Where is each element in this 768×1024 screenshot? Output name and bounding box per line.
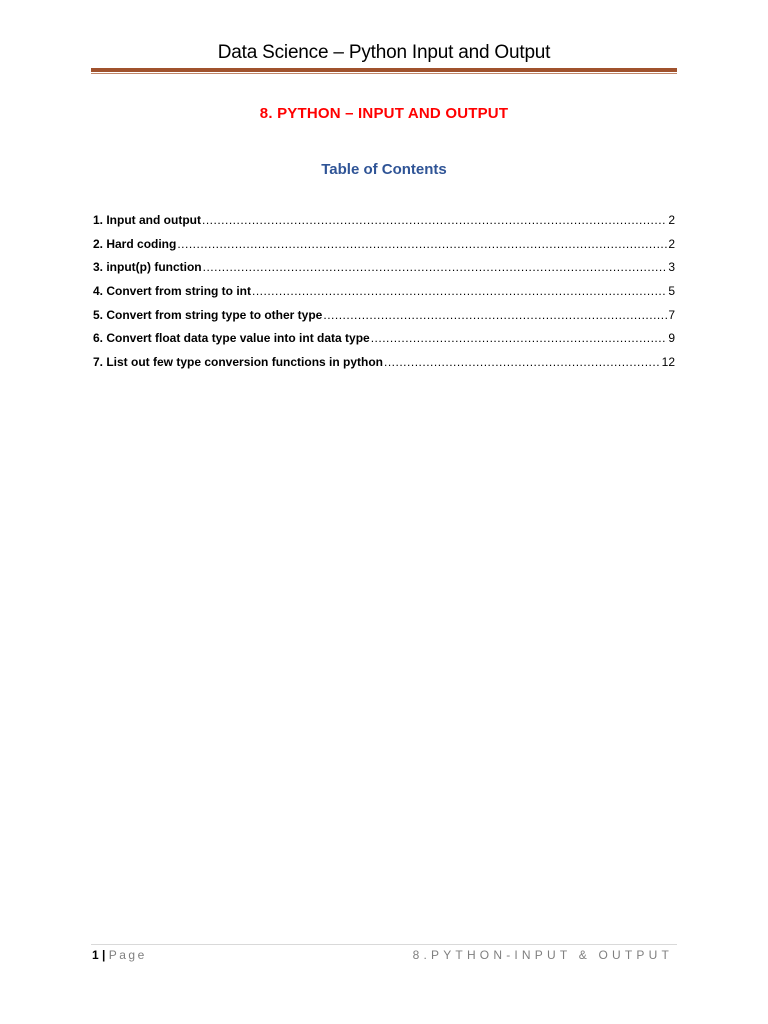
footer-page-number: 1 bbox=[92, 948, 99, 962]
toc-entry[interactable] bbox=[93, 308, 675, 332]
toc-entry-label: 2. Hard coding bbox=[93, 236, 177, 251]
toc-entry[interactable] bbox=[93, 331, 675, 355]
toc-dot-leader bbox=[203, 260, 668, 274]
footer-page-indicator bbox=[92, 948, 147, 962]
header-rule bbox=[91, 68, 677, 72]
toc-dot-leader bbox=[371, 331, 668, 345]
toc-entry[interactable] bbox=[93, 260, 675, 284]
toc-entry-page: 9 bbox=[668, 331, 675, 346]
toc-entry-page: 12 bbox=[661, 355, 675, 370]
toc-entry-page: 2 bbox=[668, 236, 675, 251]
footer-chapter-label: 8.PYTHON-INPUT & OUTPUT bbox=[412, 948, 673, 962]
toc-entry-page: 3 bbox=[668, 260, 675, 275]
toc-entry[interactable] bbox=[93, 355, 675, 379]
toc-dot-leader bbox=[177, 237, 667, 251]
toc-entry-label: 1. Input and output bbox=[93, 213, 201, 227]
footer-separator: | bbox=[102, 948, 106, 962]
toc-entry[interactable] bbox=[93, 237, 675, 261]
toc-dot-leader bbox=[323, 308, 667, 322]
toc-entry-label: 7. List out few type conversion functions in python bbox=[93, 355, 384, 370]
footer-rule bbox=[91, 944, 677, 945]
toc-dot-leader bbox=[384, 355, 661, 369]
toc-entry-label: 3. input(p) function bbox=[93, 260, 202, 275]
toc-heading: Table of Contents bbox=[321, 161, 447, 178]
toc-entry[interactable] bbox=[93, 213, 675, 237]
toc-entry-page: 7 bbox=[668, 307, 675, 322]
toc-entry[interactable] bbox=[93, 284, 675, 308]
table-of-contents bbox=[93, 213, 675, 379]
toc-entry-label: 4. Convert from string to int bbox=[93, 284, 252, 299]
toc-entry-page: 5 bbox=[668, 284, 675, 299]
toc-entry-page: 2 bbox=[668, 213, 675, 227]
footer-page-word: Page bbox=[108, 948, 147, 962]
toc-entry-label: 5. Convert from string type to other type bbox=[93, 307, 323, 322]
toc-dot-leader bbox=[252, 284, 667, 298]
toc-dot-leader bbox=[202, 213, 667, 227]
header-title: Data Science – Python Input and Output bbox=[217, 42, 551, 63]
header-rule-thin bbox=[91, 73, 677, 74]
chapter-title: 8. PYTHON – INPUT AND OUTPUT bbox=[259, 105, 509, 122]
toc-entry-label: 6. Convert float data type value into int data type bbox=[93, 331, 370, 346]
